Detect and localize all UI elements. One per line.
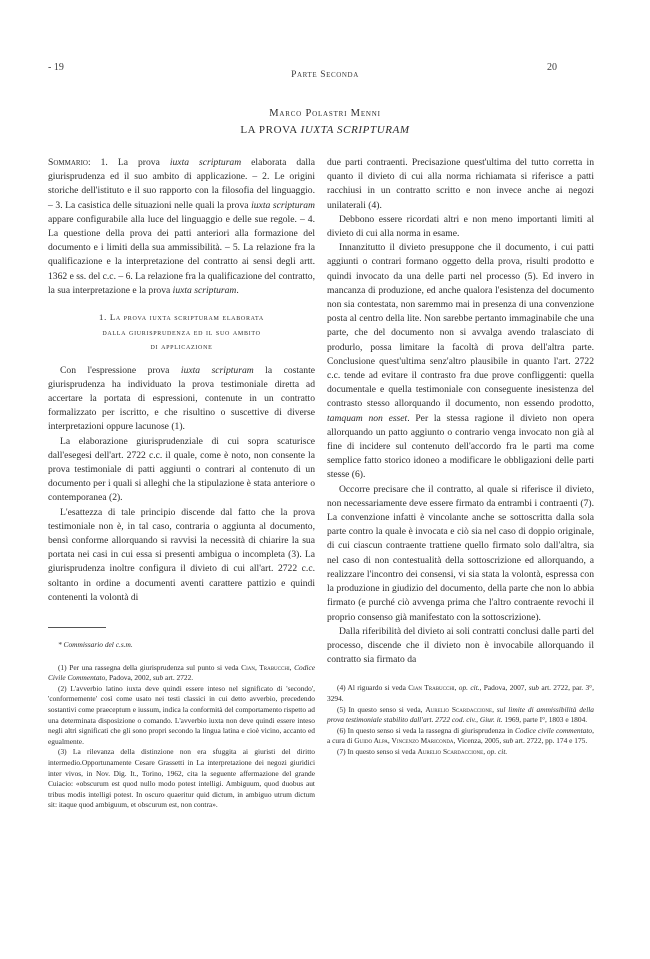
section-heading-line: di applicazione xyxy=(150,341,213,352)
body-paragraph: Innanzitutto il divieto presuppone che il documento, i cui patti aggiunti o contrari formano oggetto della prova, risulti prodotto e quindi invocato da una delle parti nel processo (5). Ed invero in mancanza di produzione, ed anche qualora l'esistenza del documento non sia contestata, non saremmo mai in presenza di una convenzione posta al centro della lite. Non sarebbe pertanto immaginabile che una parte, che del documento non si avvalga avendo tralasciato di produrlo, possa limitare la facoltà di prova dell'altra parte. Conclusione quest'ultima senz'altro plausibile in quanto l'art. 2722 c.c. tende ad evitare il contrasto fra due prove confliggenti: quella documentale e quella testimoniale con conseguente inesistenza del contrasto stesso allorquando il documento, non essendo prodotto, tamquam non esset. Per la stessa ragione il divieto non opera allorquando un patto aggiunto o contrario venga invocato non già al fine di incidere sul contenuto dell'accordo fra le parti ma come semplice fatto storico idoneo a modificare le obbligazioni delle parti stesse (6). xyxy=(327,242,595,481)
footnote-author-role: * Commissario del c.s.m. xyxy=(58,639,133,649)
section-heading-line: 1. La prova iuxta scripturam elaborata xyxy=(99,312,264,323)
left-column xyxy=(48,156,315,811)
footnote-5: (5) In questo senso si veda, Aurelio Scardaccione, sul limite di ammissibilità della prova testimoniale stabilito dall'art. 2722 cod. civ., Giur. it. 1969, parte I°, 1803 e 1804. xyxy=(327,704,594,725)
body-paragraph: Debbono essere ricordati altri e non meno importanti limiti al divieto di cui alla norma in esame. xyxy=(327,213,594,240)
section-heading xyxy=(48,310,315,354)
footnote-3: (3) La rilevanza della distinzione non era sfuggita ai giuristi del diritto intermedio.Opportunamente Cesare Grassetti in La interpretazione dei negozi giuridici inter vivos, in Nov. Dig. It., Torino, 1962, cita la seguente affermazione del grande Cuiacio: «obscurum est quod nullo modo potest intelligi. Ambiguum, quod duobus aut tribus modis intelligi potest. In oscuro quaeritur quid dictum, in ambiguo utrum dictum sit: itaque quod ambiguum, et obscurum est, non contra». xyxy=(48,747,315,810)
body-paragraph: Occorre precisare che il contratto, al quale si riferisce il divieto, non necessariamente deve essere firmato da entrambi i contraenti (7). La convenzione infatti è vincolante anche se sottoscritta dalla sola parte contro la quale è invocata e ciò sia nel caso di doppio originale, di cui ciascun contraente trattiene quello firmato solo dall'altra, sia nel caso di non contestualità della sottoscrizione ed allorquando, a realizzare l'incontro dei consensi, vi sia stata la volontà, espressa con la produzione in giudizio del documento, della parte che non lo abbia firmato (e purché ciò avvenga prima che l'altro contraente revochi il proprio consenso già manifestato con la sottoscrizione). xyxy=(327,483,594,623)
footnote-divider xyxy=(48,627,106,628)
footnote-2: (2) L'avverbio latino iuxta deve quindi essere inteso nel significato di 'secondo', 'conformemente' così come usato nei testi classici in cui detto avverbio, precedendo sostantivi come praeceptum e iussum, indica la conformità del comportamento rispetto ad una determinata disposizione o comando. L'avverbio iuxta non deve quindi essere inteso negli altri significati che gli sono propri secondo la lingua latina e cioè vicino, accanto ed egualmente. xyxy=(48,683,315,746)
title-prefix: LA PROVA xyxy=(240,124,298,136)
body-paragraph: L'esattezza di tale principio discende dal fatto che la prova testimoniale non è, in tal caso, contraria o aggiunta al documento, bensì conforme allorquando si ravvisi la necessità di chiarire la sua portata nei casi in cui essa si presenti ambigua o incompleta (3). La giurisprudenza inoltre configura il divieto di cui all'art. 2722 c.c. soltanto in ordine a documenti aventi carattere pattizio e quindi contenenti la volontà di xyxy=(48,506,315,603)
footnote-4: (4) Al riguardo si veda Cian Trabucchi, op. cit., Padova, 2007, sub art. 2722, par. 3°, 3294. xyxy=(327,683,594,703)
body-paragraph: Dalla riferibilità del divieto ai soli contratti conclusi dalle parti del processo, discende che il divieto non è invocabile allorquando il contratto sia firmato da xyxy=(327,625,594,666)
summary: Sommario: 1. La prova iuxta scripturam elaborata dalla giurisprudenza ed il suo ambito di applicazione. – 2. Le origini storiche dell'istituto e il suo rapporto con la filosofia del linguaggio. – 3. La casistica delle situazioni nelle quali la prova iuxta scripturam appare configurabile alla luce del linguaggio e delle sue regole. – 4. La questione della prova dei patti anteriori alla formazione del documento e i limiti della sua ammissibilità. – 5. La relazione fra la qualificazione e la interpretazione del contratto ai sensi degli artt. 1362 e ss. del c.c. – 6. La relazione fra la qualificazione del contratto, la sua interpretazione e la prova iuxta scripturam. xyxy=(48,157,315,296)
body-paragraph: due parti contraenti. Precisazione quest'ultima del tutto corretta in quanto il divieto di cui alla norma richiamata si riferisce a patti racchiusi in un contratto scritto e non invece anche ai negozi unilaterali (4). xyxy=(327,157,594,211)
right-column xyxy=(327,156,594,757)
body-paragraph: Con l'espressione prova iuxta scripturam la costante giurisprudenza ha individuato la prova testimoniale diretta ad accertare la portata di espressioni, contenute in un contratto formalizzato per iscritto, e che risultino o suscettive di diverse interpretazioni oppure lacunose (1). xyxy=(48,364,316,433)
summary-label: Sommario: xyxy=(48,157,91,168)
body-paragraph: La elaborazione giurisprudenziale di cui sopra scaturisce dall'esegesi dell'art. 2722 c.c. il quale, come è noto, non consente la prova testimoniale di patti aggiunti o contrari al contenuto di un documento per i quali si alleghi che la stipulazione è stata anteriore o contemporanea (2). xyxy=(48,435,315,504)
title-italic: IUXTA SCRIPTURAM xyxy=(300,124,410,136)
running-header: Parte Seconda xyxy=(291,70,359,80)
footnote-6: (6) In questo senso si veda la rassegna di giurisprudenza in Codice civile commentato, a cura di Guido Alpa, Vincenzo Mariconda, Vicenza, 2005, sub art. 2722, pp. 174 e 175. xyxy=(327,725,594,746)
section-heading-line: dalla giurisprudenza ed il suo ambito xyxy=(102,326,261,337)
footnotes-right xyxy=(327,683,594,757)
article-title xyxy=(0,124,650,136)
article-author: Marco Polastri Menni xyxy=(269,108,381,119)
page-number-right: 20 xyxy=(547,62,557,73)
footnote-1: (1) Per una rassegna della giurisprudenza sul punto si veda Cian, Trabucchi, Codice Civile Commentato, Padova, 2002, sub art. 2722. xyxy=(48,662,316,683)
footnotes-left xyxy=(48,640,315,811)
page-number-left: - 19 xyxy=(48,62,64,73)
footnote-7: (7) In questo senso si veda Aurelio Scardaccione, op. cit. xyxy=(337,746,508,756)
